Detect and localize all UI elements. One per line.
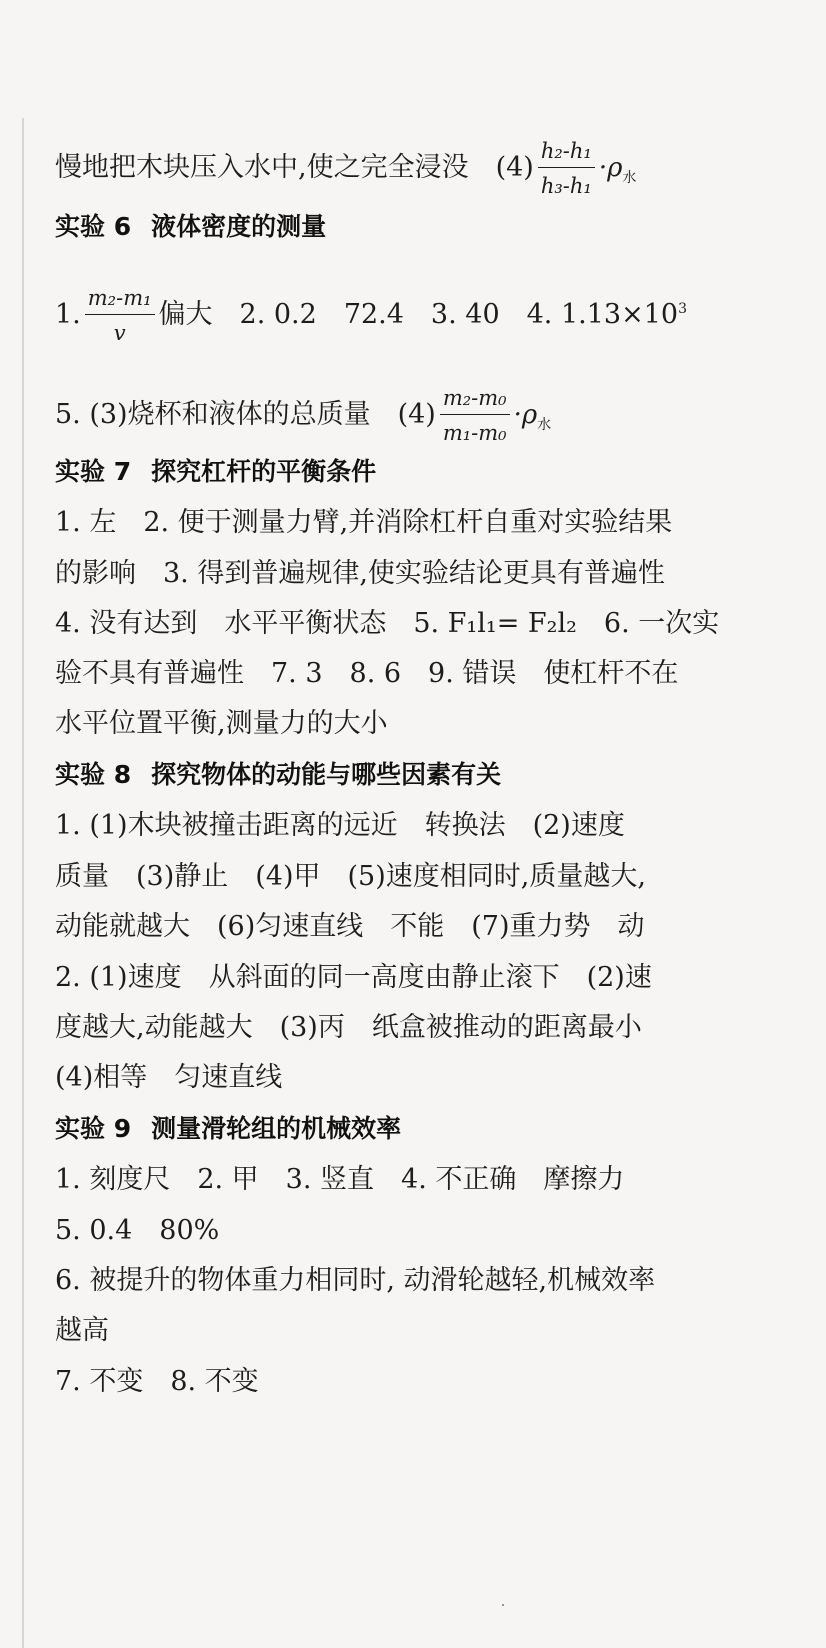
answer-line: 的影响 3. 得到普遍规律,使实验结论更具有普遍性 — [55, 558, 665, 589]
fraction-numerator: h₂-h₁ — [538, 135, 595, 168]
answer-line: 4. 没有达到 水平平衡状态 5. F₁l₁= F₂l₂ 6. 一次实 — [55, 608, 720, 639]
fraction — [440, 382, 510, 449]
answer-line: 越高 — [55, 1315, 109, 1346]
rho-symbol: ·ρ — [513, 400, 538, 430]
answer-line — [55, 382, 551, 449]
fraction — [85, 282, 155, 349]
speck-mark — [502, 1604, 504, 1606]
answer-line: 动能就越大 (6)匀速直线 不能 (7)重力势 动 — [55, 911, 645, 942]
heading-number: 实验 6 — [55, 212, 132, 241]
answer-text: 偏大 2. 0.2 72.4 3. 40 4. 1.13×10 — [158, 299, 679, 330]
rho-symbol: ·ρ — [598, 153, 623, 183]
fraction-numerator: m₂-m₀ — [440, 382, 510, 415]
answer-line: 5. 0.4 80% — [55, 1215, 220, 1246]
fraction-numerator: m₂-m₁ — [85, 282, 155, 315]
rho-subscript: 水 — [622, 170, 637, 186]
heading-number: 实验 7 — [55, 457, 132, 486]
fraction — [538, 135, 595, 202]
heading-title: 液体密度的测量 — [151, 212, 327, 241]
section-heading-experiment-6 — [55, 207, 326, 247]
fraction-denominator: h₃-h₁ — [540, 174, 592, 198]
answer-text: 慢地把木块压入水中,使之完全浸没 (4) — [55, 152, 534, 183]
answer-line: 质量 (3)静止 (4)甲 (5)速度相同时,质量越大, — [55, 861, 646, 892]
answer-line: 6. 被提升的物体重力相同时, 动滑轮越轻,机械效率 — [55, 1265, 656, 1296]
section-heading-experiment-8 — [55, 755, 501, 795]
page-edge-line — [22, 118, 24, 1648]
heading-title: 探究杠杆的平衡条件 — [151, 457, 377, 486]
answer-line-experiment5-end — [55, 135, 636, 202]
section-heading-experiment-7 — [55, 452, 376, 492]
answer-line: (4)相等 匀速直线 — [55, 1062, 283, 1093]
answer-line: 1. 左 2. 便于测量力臂,并消除杠杆自重对实验结果 — [55, 507, 673, 538]
heading-number: 实验 9 — [55, 1114, 132, 1143]
answer-line: 7. 不变 8. 不变 — [55, 1366, 259, 1397]
fraction-denominator: v — [113, 321, 126, 345]
section-heading-experiment-9 — [55, 1109, 401, 1149]
answer-line: 1. 刻度尺 2. 甲 3. 竖直 4. 不正确 摩擦力 — [55, 1164, 625, 1195]
answer-text: 5. (3)烧杯和液体的总质量 (4) — [55, 399, 436, 430]
heading-title: 探究物体的动能与哪些因素有关 — [151, 760, 502, 789]
answer-text: 1. — [55, 299, 81, 330]
answer-line — [55, 282, 687, 349]
heading-number: 实验 8 — [55, 760, 132, 789]
answer-line: 2. (1)速度 从斜面的同一高度由静止滚下 (2)速 — [55, 962, 652, 993]
heading-title: 测量滑轮组的机械效率 — [151, 1114, 402, 1143]
answer-line: 水平位置平衡,测量力的大小 — [55, 708, 388, 739]
answer-line: 验不具有普遍性 7. 3 8. 6 9. 错误 使杠杆不在 — [55, 658, 679, 689]
answer-line: 1. (1)木块被撞击距离的远近 转换法 (2)速度 — [55, 810, 625, 841]
rho-subscript: 水 — [537, 417, 552, 433]
exponent: 3 — [678, 301, 687, 317]
answer-line: 度越大,动能越大 (3)丙 纸盒被推动的距离最小 — [55, 1012, 642, 1043]
fraction-denominator: m₁-m₀ — [442, 421, 507, 445]
